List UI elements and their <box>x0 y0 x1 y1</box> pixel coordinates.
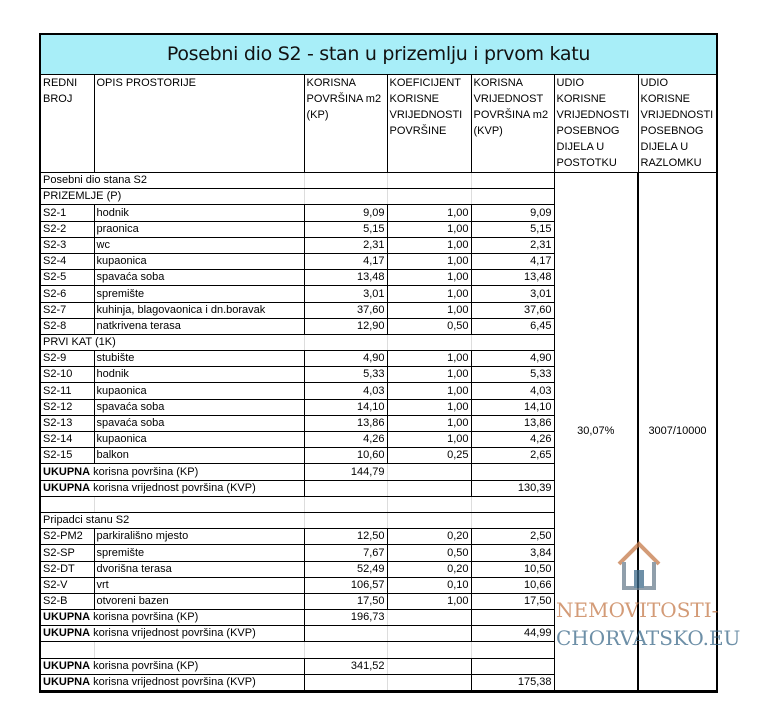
header-row <box>41 75 716 173</box>
room-koef: 0,50 <box>387 318 471 334</box>
header-kvp: KORISNA VRIJEDNOST POVRŠINA m2 (KVP) <box>471 75 554 173</box>
room-kvp: 2,31 <box>471 237 554 253</box>
room-kp: 37,60 <box>304 302 387 318</box>
empty-cell <box>304 496 387 512</box>
room-id: S2-8 <box>41 318 94 334</box>
room-kp: 10,60 <box>304 448 387 464</box>
room-id: S2-7 <box>41 302 94 318</box>
empty-cell <box>471 642 554 658</box>
room-id: S2-5 <box>41 270 94 286</box>
room-kvp: 2,50 <box>471 529 554 545</box>
total-label <box>41 658 304 674</box>
table-row <box>41 173 716 189</box>
room-id: S2-2 <box>41 221 94 237</box>
room-koef: 0,20 <box>387 561 471 577</box>
cell-kp <box>304 334 387 350</box>
empty-cell <box>387 642 471 658</box>
share-percent: 30,07% <box>554 173 638 691</box>
room-kp: 12,50 <box>304 529 387 545</box>
room-name: hodnik <box>94 367 304 383</box>
total-kp <box>304 480 387 496</box>
empty-cell <box>304 642 387 658</box>
room-id: S2-4 <box>41 253 94 269</box>
room-kvp: 13,86 <box>471 415 554 431</box>
room-name: praonica <box>94 221 304 237</box>
room-koef: 1,00 <box>387 286 471 302</box>
room-kvp: 2,65 <box>471 448 554 464</box>
share-fraction: 3007/10000 <box>638 173 716 691</box>
total-kp: 341,52 <box>304 658 387 674</box>
room-id: S2-9 <box>41 351 94 367</box>
total-label <box>41 674 304 690</box>
cell-k <box>387 512 471 528</box>
room-id: S2-11 <box>41 383 94 399</box>
room-kp: 52,49 <box>304 561 387 577</box>
room-id: S2-1 <box>41 205 94 221</box>
room-name: spavaća soba <box>94 415 304 431</box>
room-name: parkirališno mjesto <box>94 529 304 545</box>
room-name: stubište <box>94 351 304 367</box>
total-kvp <box>471 658 554 674</box>
cell-kp <box>304 189 387 205</box>
room-kvp: 5,15 <box>471 221 554 237</box>
total-koef <box>387 674 471 690</box>
room-kp: 13,86 <box>304 415 387 431</box>
room-kp: 106,57 <box>304 577 387 593</box>
total-label-bold: UKUPNA <box>43 465 91 478</box>
room-koef: 1,00 <box>387 270 471 286</box>
room-kp: 3,01 <box>304 286 387 302</box>
room-kvp: 6,45 <box>471 318 554 334</box>
room-kvp: 4,03 <box>471 383 554 399</box>
total-label-bold: UKUPNA <box>43 481 91 494</box>
room-kp: 2,31 <box>304 237 387 253</box>
total-kvp: 130,39 <box>471 480 554 496</box>
total-label-bold: UKUPNA <box>43 659 91 672</box>
section-label: Pripadci stanu S2 <box>41 512 304 528</box>
room-koef: 1,00 <box>387 399 471 415</box>
room-koef: 0,50 <box>387 545 471 561</box>
cell-k <box>387 334 471 350</box>
room-name: spremište <box>94 545 304 561</box>
room-kvp: 13,48 <box>471 270 554 286</box>
room-kp: 17,50 <box>304 593 387 609</box>
room-id: S2-13 <box>41 415 94 431</box>
room-kp: 12,90 <box>304 318 387 334</box>
room-koef: 0,25 <box>387 448 471 464</box>
room-kvp: 37,60 <box>471 302 554 318</box>
total-label-bold: UKUPNA <box>43 627 91 640</box>
total-koef <box>387 610 471 626</box>
header-udio-postotak: UDIO KORISNE VRIJEDNOSTI POSEBNOG DIJELA U POSTOTKU <box>554 75 638 173</box>
header-redni-broj: REDNI BROJ <box>41 75 94 173</box>
total-kp: 144,79 <box>304 464 387 480</box>
room-name: spavaća soba <box>94 270 304 286</box>
room-id: S2-PM2 <box>41 529 94 545</box>
room-koef: 1,00 <box>387 367 471 383</box>
watermark-line1: NEMOVITOSTI- <box>556 598 719 622</box>
room-kp: 4,17 <box>304 253 387 269</box>
room-name: kuhinja, blagovaonica i dn.boravak <box>94 302 304 318</box>
header-opis: OPIS PROSTORIJE <box>94 75 304 173</box>
room-kp: 4,03 <box>304 383 387 399</box>
empty-cell <box>94 642 304 658</box>
room-kp: 13,48 <box>304 270 387 286</box>
cell-kvp <box>471 173 554 189</box>
room-koef: 1,00 <box>387 253 471 269</box>
total-koef <box>387 464 471 480</box>
room-koef: 0,20 <box>387 529 471 545</box>
total-label-bold: UKUPNA <box>43 676 91 688</box>
room-name: dvorišna terasa <box>94 561 304 577</box>
header-koeficijent: KOEFICIJENT KORISNE VRIJEDNOSTI POVRŠINE <box>387 75 471 173</box>
room-kvp: 4,90 <box>471 351 554 367</box>
room-koef: 1,00 <box>387 221 471 237</box>
room-kvp: 9,09 <box>471 205 554 221</box>
room-name: spremište <box>94 286 304 302</box>
room-name: kupaonica <box>94 253 304 269</box>
room-koef: 1,00 <box>387 415 471 431</box>
empty-cell <box>41 642 94 658</box>
room-kp: 9,09 <box>304 205 387 221</box>
room-kp: 4,90 <box>304 351 387 367</box>
room-koef: 1,00 <box>387 205 471 221</box>
total-label-text: korisna vrijednost površina (KVP) <box>90 481 256 494</box>
room-koef: 1,00 <box>387 383 471 399</box>
room-koef: 1,00 <box>387 593 471 609</box>
room-koef: 1,00 <box>387 351 471 367</box>
room-kvp: 4,17 <box>471 253 554 269</box>
section-label: Posebni dio stana S2 <box>41 173 304 189</box>
room-kp: 5,33 <box>304 367 387 383</box>
empty-cell <box>41 496 94 512</box>
room-kp: 14,10 <box>304 399 387 415</box>
room-kvp: 17,50 <box>471 593 554 609</box>
empty-cell <box>94 496 304 512</box>
total-label-text: korisna vrijednost površina (KVP) <box>90 627 256 640</box>
watermark-line2: CHORVATSKO.EU <box>556 626 741 650</box>
room-kvp: 10,66 <box>471 577 554 593</box>
room-koef: 1,00 <box>387 302 471 318</box>
room-name: kupaonica <box>94 432 304 448</box>
room-kvp: 3,84 <box>471 545 554 561</box>
room-name: hodnik <box>94 205 304 221</box>
total-koef <box>387 626 471 642</box>
room-kvp: 4,26 <box>471 432 554 448</box>
total-kp: 196,73 <box>304 610 387 626</box>
section-label: PRIZEMLJE (P) <box>41 189 304 205</box>
header-udio-razlomak: UDIO KORISNE VRIJEDNOSTI POSEBNOG DIJELA U RAZLOMKU <box>638 75 716 173</box>
total-label-text: korisna površina (KP) <box>90 611 199 624</box>
room-id: S2-12 <box>41 399 94 415</box>
room-name: kupaonica <box>94 383 304 399</box>
total-kvp <box>471 464 554 480</box>
room-name: otvoreni bazen <box>94 593 304 609</box>
cell-kp <box>304 512 387 528</box>
total-label-text: korisna površina (KP) <box>90 465 199 478</box>
room-name: natkrivena terasa <box>94 318 304 334</box>
empty-cell <box>471 496 554 512</box>
cell-kvp <box>471 334 554 350</box>
room-kp: 4,26 <box>304 432 387 448</box>
total-label-bold: UKUPNA <box>43 611 91 624</box>
room-kvp: 5,33 <box>471 367 554 383</box>
room-name: wc <box>94 237 304 253</box>
cell-kp <box>304 173 387 189</box>
total-label-text: korisna vrijednost površina (KVP) <box>90 676 256 688</box>
total-label <box>41 610 304 626</box>
room-name: balkon <box>94 448 304 464</box>
area-table <box>41 75 719 691</box>
total-koef <box>387 480 471 496</box>
section-label: PRVI KAT (1K) <box>41 334 304 350</box>
room-kvp: 3,01 <box>471 286 554 302</box>
room-kp: 5,15 <box>304 221 387 237</box>
total-label <box>41 626 304 642</box>
total-kvp: 44,99 <box>471 626 554 642</box>
room-kvp: 14,10 <box>471 399 554 415</box>
room-id: S2-6 <box>41 286 94 302</box>
cell-kvp <box>471 189 554 205</box>
header-kp: KORISNA POVRŠINA m2 (KP) <box>304 75 387 173</box>
room-id: S2-V <box>41 577 94 593</box>
empty-cell <box>387 496 471 512</box>
room-koef: 1,00 <box>387 432 471 448</box>
room-id: S2-SP <box>41 545 94 561</box>
room-koef: 1,00 <box>387 237 471 253</box>
room-name: spavaća soba <box>94 399 304 415</box>
cell-k <box>387 189 471 205</box>
total-kvp <box>471 610 554 626</box>
spreadsheet <box>39 33 718 693</box>
total-label <box>41 480 304 496</box>
cell-kvp <box>471 512 554 528</box>
room-kp: 7,67 <box>304 545 387 561</box>
room-id: S2-15 <box>41 448 94 464</box>
room-id: S2-10 <box>41 367 94 383</box>
total-label <box>41 464 304 480</box>
page-title: Posebni dio S2 - stan u prizemlju i prvom katu <box>41 35 716 75</box>
cell-k <box>387 173 471 189</box>
room-kvp: 10,50 <box>471 561 554 577</box>
room-id: S2-DT <box>41 561 94 577</box>
room-id: S2-B <box>41 593 94 609</box>
total-kp <box>304 626 387 642</box>
total-label-text: korisna površina (KP) <box>90 659 199 672</box>
room-id: S2-14 <box>41 432 94 448</box>
total-kvp: 175,38 <box>471 674 554 690</box>
room-koef: 0,10 <box>387 577 471 593</box>
room-name: vrt <box>94 577 304 593</box>
total-kp <box>304 674 387 690</box>
room-id: S2-3 <box>41 237 94 253</box>
total-koef <box>387 658 471 674</box>
